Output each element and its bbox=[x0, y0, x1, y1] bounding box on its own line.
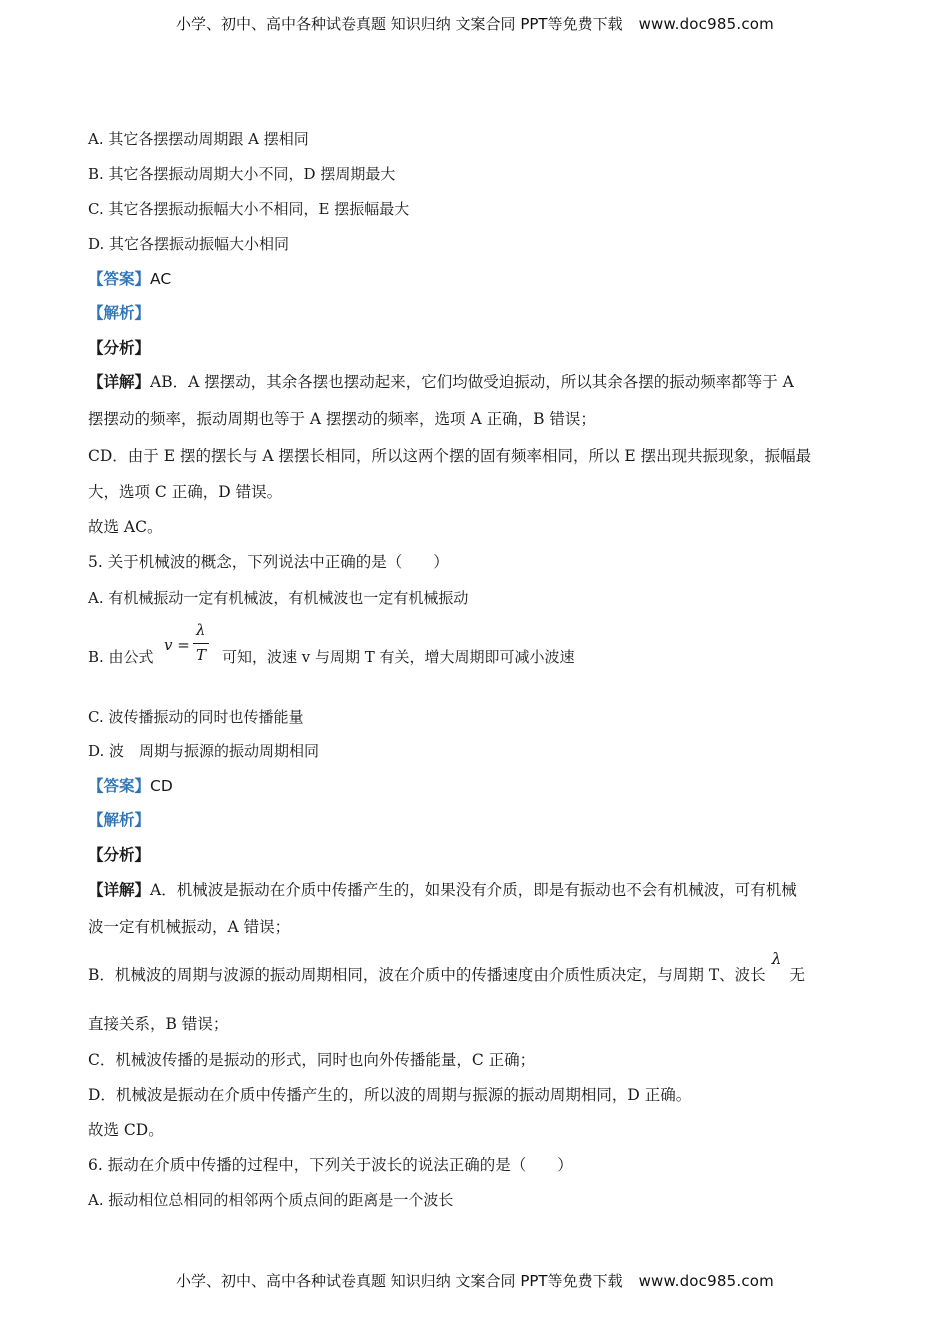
q5-detail-3-pre: B．机械波的周期与波源的振动周期相同，波在介质中的传播速度由介质性质决定，与周期 T、波长 bbox=[88, 966, 766, 984]
q5-detail-5: C．机械波传播的是振动的形式，同时也向外传播能量，C 正确； bbox=[88, 1051, 536, 1069]
q5-fenxi-label: 【分析】 bbox=[88, 845, 151, 864]
q5-analysis-label: 【解析】 bbox=[88, 810, 151, 829]
header-site: www.doc985.com bbox=[638, 15, 774, 33]
formula-lhs: v = bbox=[164, 636, 190, 654]
header-title: 小学、初中、高中各种试卷真题 知识归纳 文案合同 PPT等免费下载 bbox=[176, 15, 623, 33]
q5-formula bbox=[164, 621, 214, 673]
q5-answer-label: 【答案】 bbox=[88, 776, 151, 795]
q4-option-a: A. 其它各摆摆动周期跟 A 摆相同 bbox=[88, 130, 309, 148]
q5-detail-label: 【详解】 bbox=[88, 880, 151, 899]
q5-stem: 5. 关于机械波的概念，下列说法中正确的是（ ） bbox=[88, 553, 449, 571]
q5-detail-6: D．机械波是振动在介质中传播产生的，所以波的周期与振源的振动周期相同，D 正确。 bbox=[88, 1086, 692, 1104]
q5-detail-3-post: 无 bbox=[789, 966, 806, 984]
q5-option-c: C. 波传播振动的同时也传播能量 bbox=[88, 708, 304, 726]
q4-analysis-label: 【解析】 bbox=[88, 303, 151, 322]
q6-option-a: A. 振动相位总相同的相邻两个质点间的距离是一个波长 bbox=[88, 1191, 454, 1209]
q5-conclusion: 故选 CD。 bbox=[88, 1121, 164, 1139]
q4-answer-value: AC bbox=[150, 270, 172, 288]
q4-detail-2: 摆摆动的频率，振动周期也等于 A 摆摆动的频率，选项 A 正确，B 错误； bbox=[88, 410, 596, 428]
q4-answer-label: 【答案】 bbox=[88, 269, 151, 288]
footer-title: 小学、初中、高中各种试卷真题 知识归纳 文案合同 PPT等免费下载 bbox=[176, 1272, 623, 1290]
q5-option-d: D. 波 周期与振源的振动周期相同 bbox=[88, 742, 320, 760]
q4-detail-label: 【详解】 bbox=[88, 372, 151, 391]
q4-option-d: D. 其它各摆振动振幅大小相同 bbox=[88, 235, 290, 253]
q4-detail-1 bbox=[88, 372, 794, 392]
q5-answer-value: CD bbox=[150, 777, 173, 795]
q4-option-b: B. 其它各摆振动周期大小不同，D 摆周期最大 bbox=[88, 165, 396, 183]
lambda-symbol: λ bbox=[771, 950, 782, 968]
q4-conclusion: 故选 AC。 bbox=[88, 518, 163, 536]
q5-option-b-post: 可知，波速 v 与周期 T 有关，增大周期即可减小波速 bbox=[222, 648, 575, 666]
q5-detail-1 bbox=[88, 880, 797, 900]
q5-detail-1-text: A．机械波是振动在介质中传播产生的，如果没有介质，即是有振动也不会有机械波，可有机械 bbox=[150, 881, 797, 899]
q4-detail-1-text: AB．A 摆摆动，其余各摆也摆动起来，它们均做受迫振动，所以其余各摆的振动频率都等于 A bbox=[150, 373, 794, 391]
q5-option-b-pre: B. 由公式 bbox=[88, 648, 154, 666]
q4-option-c: C. 其它各摆振动振幅大小不相同，E 摆振幅最大 bbox=[88, 200, 410, 218]
q4-detail-4: 大，选项 C 正确，D 错误。 bbox=[88, 483, 283, 501]
q5-option-a: A. 有机械振动一定有机械波，有机械波也一定有机械振动 bbox=[88, 589, 469, 607]
q5-detail-4: 直接关系，B 错误； bbox=[88, 1015, 229, 1033]
formula-numerator: λ bbox=[196, 621, 206, 639]
q4-detail-3: CD．由于 E 摆的摆长与 A 摆摆长相同，所以这两个摆的固有频率相同，所以 E 摆出现共振现象，振幅最 bbox=[88, 447, 812, 465]
q5-detail-3 bbox=[88, 950, 806, 985]
formula-denominator: T bbox=[196, 646, 207, 664]
q5-detail-2: 波一定有机械振动，A 错误； bbox=[88, 918, 291, 936]
q6-stem: 6. 振动在介质中传播的过程中，下列关于波长的说法正确的是（ ） bbox=[88, 1156, 573, 1174]
page-header bbox=[0, 13, 950, 34]
q5-answer bbox=[88, 776, 173, 796]
footer-site: www.doc985.com bbox=[638, 1272, 774, 1290]
fraction-bar bbox=[193, 643, 209, 644]
q4-fenxi-label: 【分析】 bbox=[88, 338, 151, 357]
page-footer bbox=[0, 1270, 950, 1291]
q4-answer bbox=[88, 269, 171, 289]
